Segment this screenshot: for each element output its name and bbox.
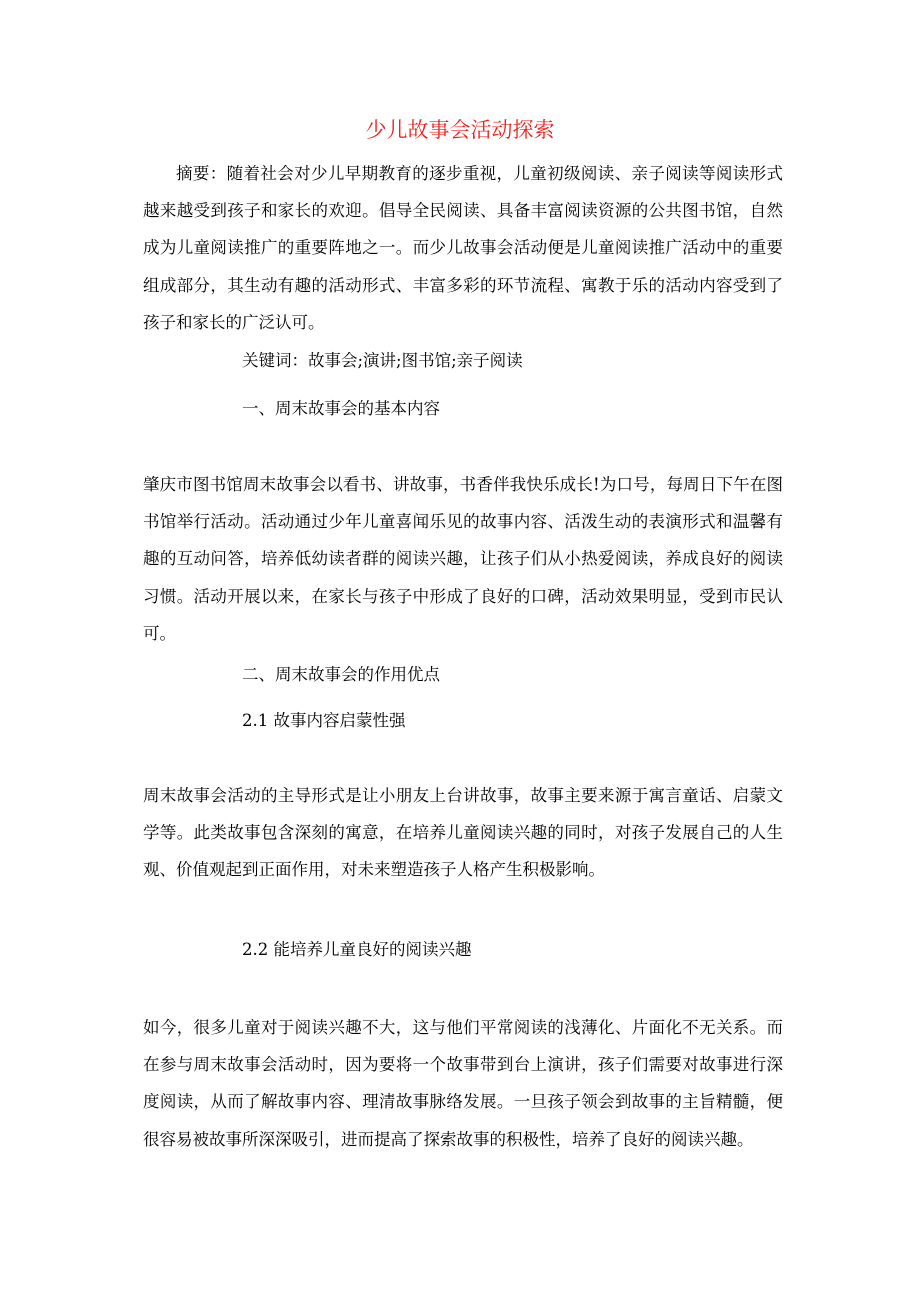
section-2-1-body: 周末故事会活动的主导形式是让小朋友上台讲故事，故事主要来源于寓言童话、启蒙文学等。此类故事包含深刻的寓意，在培养儿童阅读兴趣的同时，对孩子发展自己的人生观、价值观起到正面作用，对未来塑造孩子人格产生积极影响。 xyxy=(143,786,783,880)
section-2-2-heading: 2.2 能培养儿童良好的阅读兴趣 xyxy=(242,940,472,959)
section-2-1-heading: 2.1 故事内容启蒙性强 xyxy=(242,711,406,730)
section-2-2-body: 如今，很多儿童对于阅读兴趣不大，这与他们平常阅读的浅薄化、片面化不无关系。而在参与周末故事会活动时，因为要将一个故事带到台上演讲，孩子们需要对故事进行深度阅读，从而了解故事内容、理清故事脉络发展。一旦孩子领会到故事的主旨精髓，便很容易被故事所深深吸引，进而提高了探索故事的积极性，培养了良好的阅读兴趣。 xyxy=(143,1018,783,1149)
keywords-line: 关键词：故事会;演讲;图书馆;亲子阅读 xyxy=(242,351,523,370)
section-2-heading: 二、周末故事会的作用优点 xyxy=(242,665,440,684)
abstract-paragraph: 摘要：随着社会对少儿早期教育的逐步重视，儿童初级阅读、亲子阅读等阅读形式越来越受到孩子和家长的欢迎。倡导全民阅读、具备丰富阅读资源的公共图书馆，自然成为儿童阅读推广的重要阵地之一。而少儿故事会活动便是儿童阅读推广活动中的重要组成部分，其生动有趣的活动形式、丰富多彩的环节流程、寓教于乐的活动内容受到了孩子和家长的广泛认可。 xyxy=(143,164,783,332)
section-1-heading: 一、周末故事会的基本内容 xyxy=(242,399,440,418)
section-1-body: 肇庆市图书馆周末故事会以看书、讲故事，书香伴我快乐成长!为口号，每周日下午在图书馆举行活动。活动通过少年儿童喜闻乐见的故事内容、活泼生动的表演形式和温馨有趣的互动问答，培养低幼读者群的阅读兴趣，让孩子们从小热爱阅读，养成良好的阅读习惯。活动开展以来，在家长与孩子中形成了良好的口碑，活动效果明显，受到市民认可。 xyxy=(143,475,783,643)
document-title: 少儿故事会活动探索 xyxy=(365,118,555,142)
